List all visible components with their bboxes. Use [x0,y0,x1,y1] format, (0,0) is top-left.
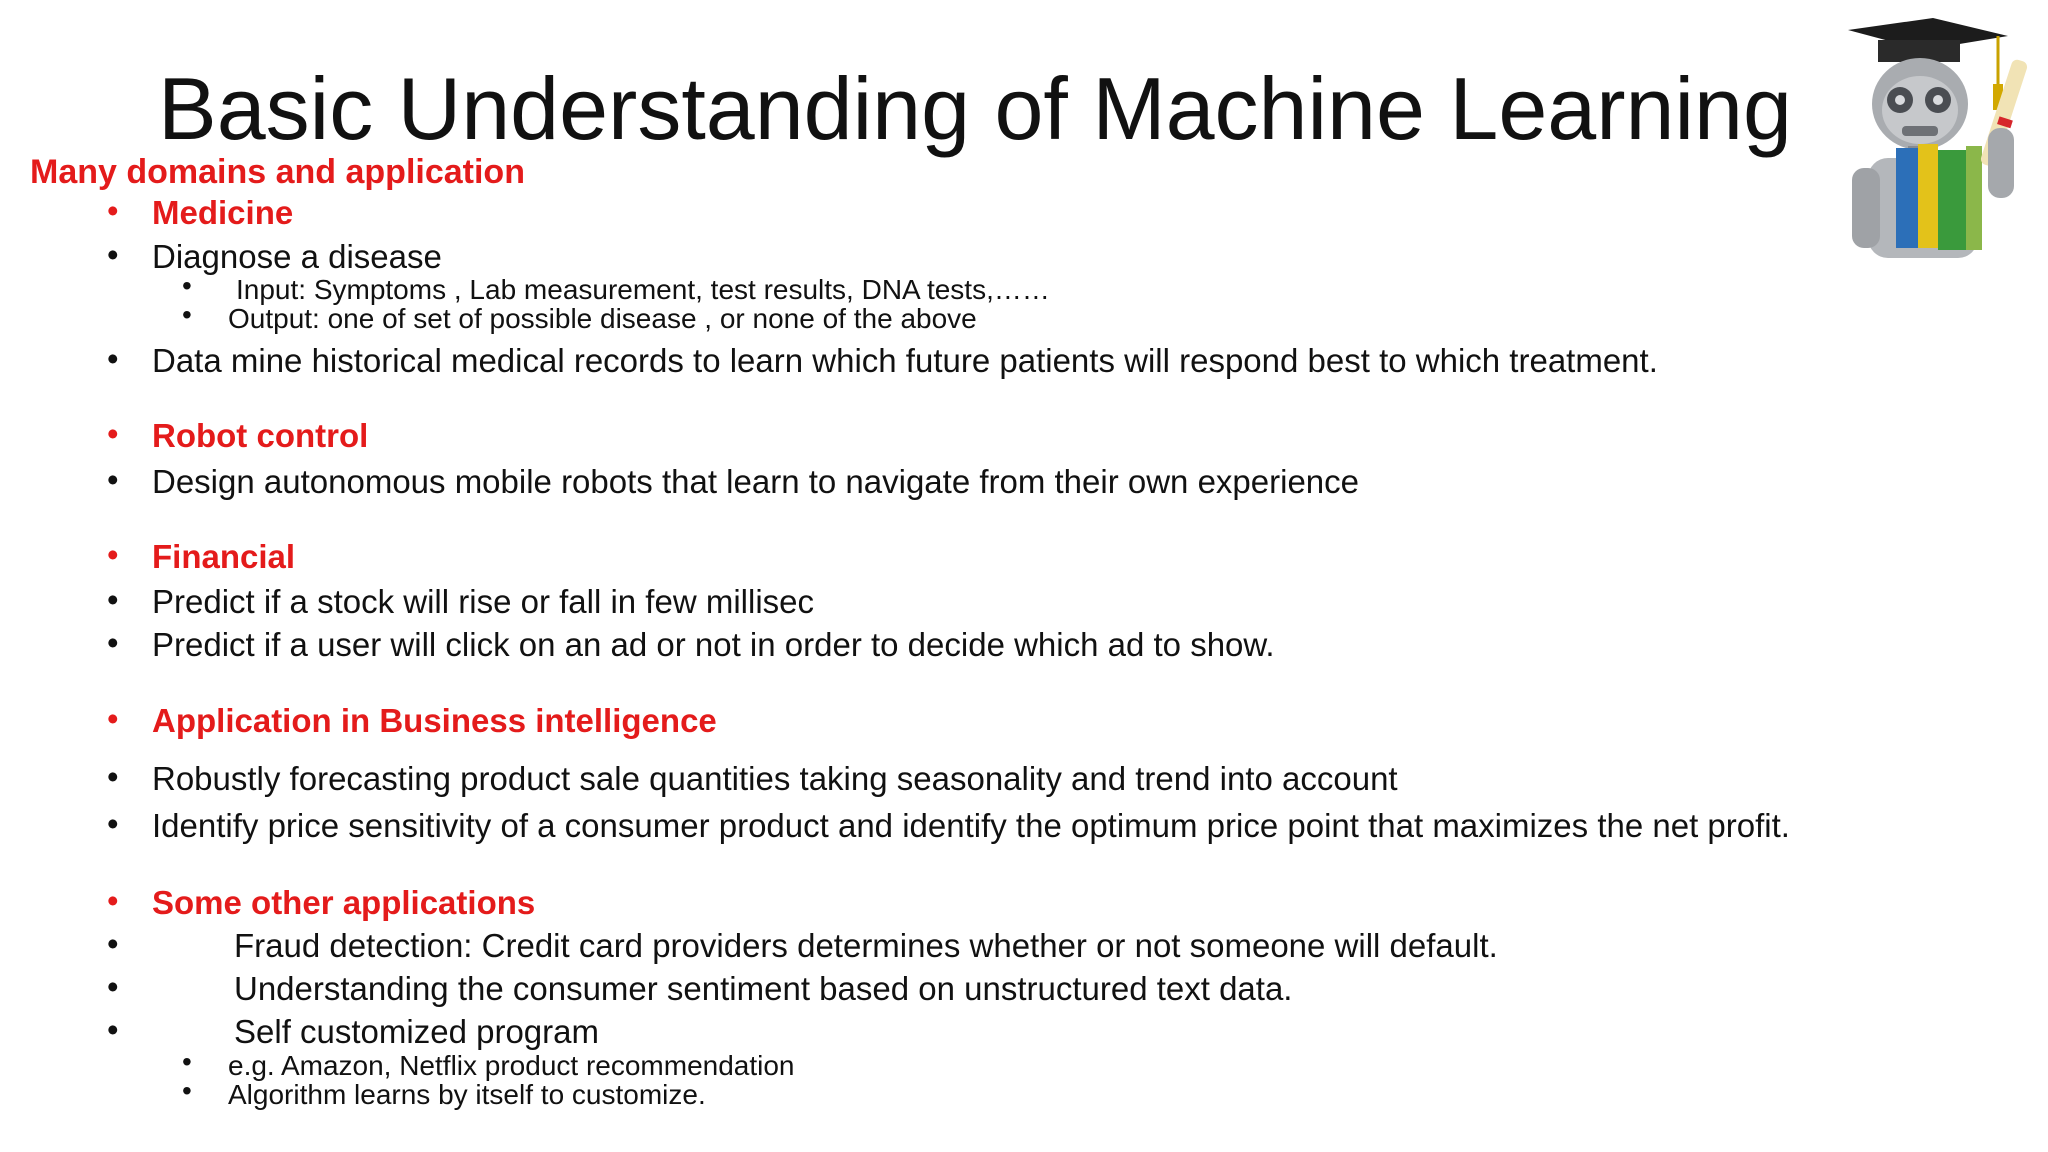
bullet-icon: • [107,624,119,661]
bullet-icon: • [107,192,119,229]
list-item: • Medicine [107,192,294,231]
bullet-icon: • [107,758,119,795]
list-item: • Robustly forecasting product sale quantities taking seasonality and trend into account [107,758,1398,797]
list-item: • Diagnose a disease [107,236,442,275]
list-item: • e.g. Amazon, Netflix product recommendation [182,1046,795,1081]
bullet-icon: • [182,270,192,301]
bullet-icon: • [107,461,119,498]
bullet-icon: • [107,581,119,618]
list-item: • Predict if a stock will rise or fall in few millisec [107,581,814,620]
bullet-icon: • [107,1011,119,1048]
bullet-icon: • [107,536,119,573]
list-item: • Financial [107,536,296,575]
list-item: • Design autonomous mobile robots that learn to navigate from their own experience [107,461,1360,500]
slide-title: Basic Understanding of Machine Learning [158,59,1792,158]
bullet-icon: • [107,968,119,1005]
list-item: • Understanding the consumer sentiment based on unstructured text data. [107,968,1293,1007]
bullet-icon: • [107,340,119,377]
list-item: • Some other applications [107,882,536,921]
list-item: • Robot control [107,415,369,454]
list-item: • Application in Business intelligence [107,700,717,739]
bullet-icon: • [107,805,119,842]
list-item: • Identify price sensitivity of a consumer product and identify the optimum price point that maximizes the net profit. [107,805,1790,844]
bullet-icon: • [182,1075,192,1106]
robot-graduate-icon [1838,18,2048,258]
list-item: • Algorithm learns by itself to customize. [182,1075,706,1110]
list-item: • Output: one of set of possible disease , or none of the above [182,299,977,334]
list-item: • Data mine historical medical records to learn which future patients will respond best to which treatment. [107,340,1658,379]
bullet-icon: • [107,882,119,919]
list-item: • Fraud detection: Credit card providers determines whether or not someone will default. [107,925,1498,964]
bullet-icon: • [182,1046,192,1077]
list-item: • Self customized program [107,1011,599,1050]
bullet-icon: • [182,299,192,330]
bullet-icon: • [107,415,119,452]
bullet-icon: • [107,236,119,273]
list-item: • Input: Symptoms , Lab measurement, test results, DNA tests,…… [182,270,1050,305]
list-item: • Predict if a user will click on an ad or not in order to decide which ad to show. [107,624,1275,663]
bullet-icon: • [107,700,119,737]
slide-subtitle: Many domains and application [30,153,525,191]
bullet-icon: • [107,925,119,962]
